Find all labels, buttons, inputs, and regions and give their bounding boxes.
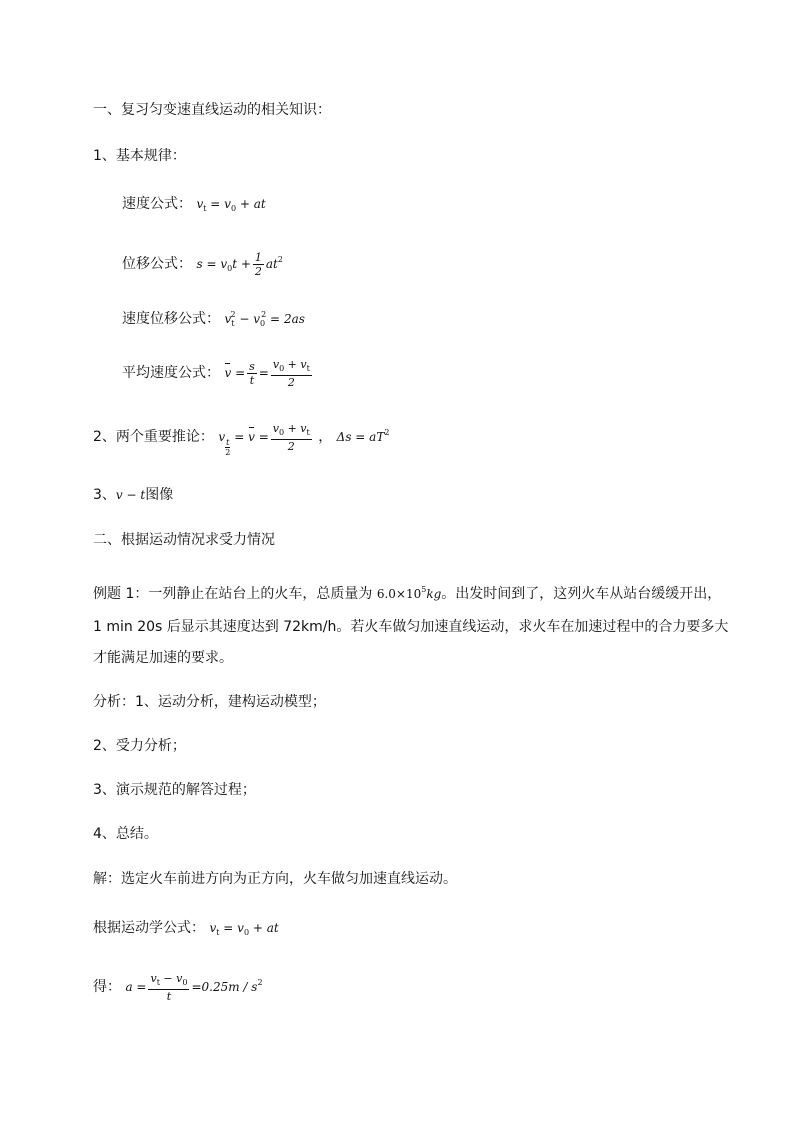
mass-value: $6.0\times 10^5$ [376, 585, 427, 601]
displacement-formula: $s = v_0t$ + $\frac{1}{2}$ $at^2$ [196, 251, 283, 278]
result-row [93, 972, 263, 1003]
example-line-3: 才能满足加速的要求。 [93, 650, 233, 666]
analysis-line-1: 分析：1、运动分析，建构运动模型； [93, 694, 326, 710]
avg-vel-formula-label: 平均速度公式： [122, 365, 220, 381]
result-label: 得： [93, 979, 121, 995]
avg-vel-formula: v = $\frac{s}{t}$ = $\frac{v_0 + v_t}{2}$ [224, 358, 310, 389]
kinematics-row [93, 918, 279, 943]
velocity-formula-row [122, 194, 266, 219]
example-line-2: 1 min 20s 后显示其速度达到 72km/h。若火车做匀加速直线运动，求火车在加速过程中的合力要多大 [93, 619, 729, 635]
vel-disp-formula-label: 速度位移公式： [122, 311, 220, 327]
midtime-velocity-formula: v $\frac{t}{2}$ = v = $\frac{v_0 + v_t}{2}$ [218, 422, 310, 457]
velocity-formula: $v_t = v_0$ + at [196, 197, 266, 213]
velocity-formula-label: 速度公式： [122, 196, 192, 212]
delta-s-formula: $\Delta s = aT^2$ [336, 428, 390, 444]
inference-row: 2、两个重要推论： v $\frac{t}{2}$ = v = $\frac{v_0 + v_t}{2}$ ， $\Delta s = aT^2$ [93, 422, 390, 457]
vt-symbol: v − t [115, 488, 146, 502]
analysis-line-2: 2、受力分析； [93, 738, 186, 754]
avg-vel-formula-row [122, 358, 314, 389]
solution-line: 解：选定火车前进方向为正方向，火车做匀加速直线运动。 [93, 871, 457, 887]
inference-label: 2、两个重要推论： [93, 429, 214, 445]
kinematics-formula: $v_t = v_0$ + at [209, 921, 279, 937]
analysis-line-4: 4、总结。 [93, 826, 158, 842]
vel-disp-formula: $v_t^2 - v_0^2 = 2as$ [224, 310, 305, 328]
section2-heading: 二、根据运动情况求受力情况 [93, 532, 275, 548]
acceleration-formula: a = $\frac{v_t - v_0}{t}$ $=0.25m / s^2$ [125, 972, 263, 1003]
vt-graph-row: 3、v − t图像 [93, 487, 174, 503]
mass-unit: kg [426, 587, 442, 601]
kinematics-label: 根据运动学公式： [93, 920, 205, 936]
section1-heading: 一、复习匀变速直线运动的相关知识： [93, 102, 331, 118]
displacement-formula-label: 位移公式： [122, 256, 192, 272]
displacement-formula-row [122, 250, 283, 279]
analysis-line-3: 3、演示规范的解答过程； [93, 782, 256, 798]
basic-laws-heading: 1、基本规律： [93, 148, 186, 164]
vel-disp-formula-row [122, 305, 305, 334]
vt-graph-label: 图像 [145, 487, 174, 503]
example-line-1: 例题 1：一列静止在站台上的火车，总质量为 $6.0\times 10^5kg$。出发时间到了，这列火车从站台缓缓开出， [93, 585, 722, 602]
